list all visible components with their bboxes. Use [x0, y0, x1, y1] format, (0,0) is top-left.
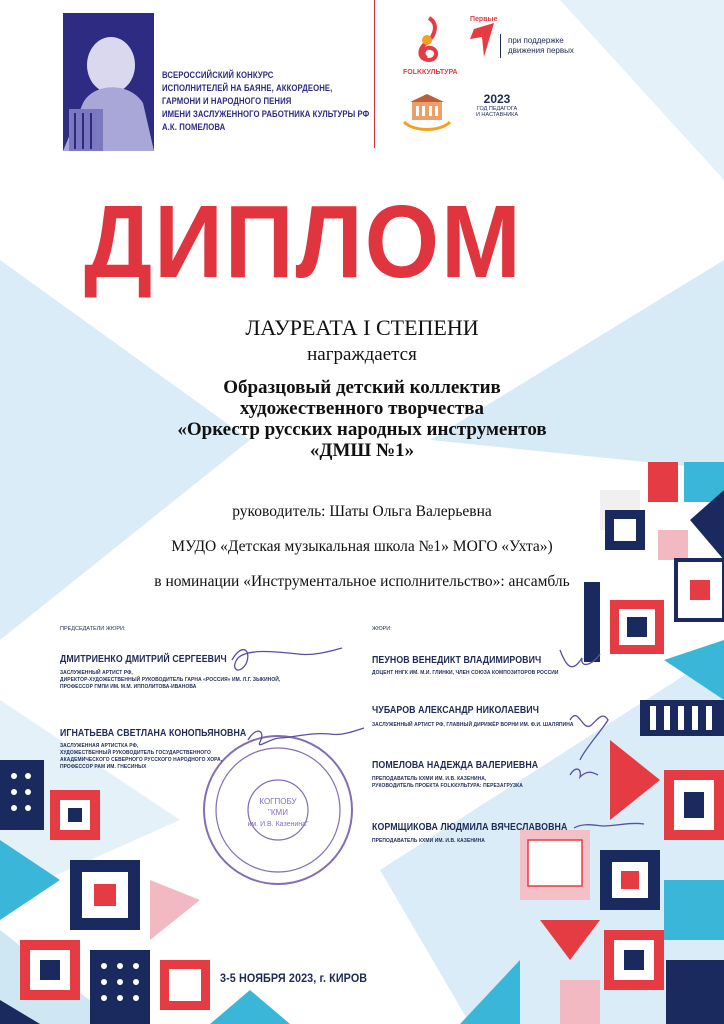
recipient-line-1: Образцовый детский коллектив: [223, 377, 501, 398]
contest-title: ВСЕРОССИЙСКИЙ КОНКУРС ИСПОЛНИТЕЛЕЙ НА БАЯНЕ, АККОРДЕОНЕ, ГАРМОНИ И НАРОДНОГО ПЕНИЯ ИМЕНИ ЗАСЛУЖЕННОГО РАБОТНИКА КУЛЬТУРЫ РФ А.К. ПОМЕЛОВА: [162, 70, 370, 132]
header-divider: [374, 0, 375, 148]
svg-text:им. И.В. Казенина": им. И.В. Казенина": [247, 821, 309, 828]
nomination-line: в номинации «Инструментальное исполнительство»: ансамбль: [154, 573, 570, 590]
jury-3-name: ПОМЕЛОВА НАДЕЖДА ВАЛЕРИЕВНА: [372, 760, 539, 771]
jury-4-title: ПРЕПОДАВАТЕЛЬ КХМИ ИМ. И.В. КАЗЕНИНА: [372, 838, 485, 844]
stamp: [204, 736, 352, 884]
accordion-player-portrait: [63, 13, 154, 151]
school-line: МУДО «Детская музыкальная школа №1» МОГО «Ухта»): [171, 538, 553, 555]
svg-text:КОГПОБУ: КОГПОБУ: [259, 797, 297, 806]
jury-label: ЖЮРИ:: [372, 626, 392, 632]
awarded-line: награждается: [307, 344, 417, 365]
chairs-label: ПРЕДСЕДАТЕЛИ ЖЮРИ:: [60, 626, 126, 632]
chair-2-title: ЗАСЛУЖЕННАЯ АРТИСТКА РФ, ХУДОЖЕСТВЕННЫЙ РУКОВОДИТЕЛЬ ГОСУДАРСТВЕННОГО АКАДЕМИЧЕСКОГО СЕВЕРНОГО РУССКОГО НАРОДНОГО ХОРА, ПРОФЕССОР РАМ ИМ. ГНЕСИНЫХ: [60, 743, 223, 770]
chair-2-name: ИГНАТЬЕВА СВЕТЛАНА КОНОПЬЯНОВНА: [60, 728, 247, 739]
pervye-label: Первые: [470, 16, 498, 23]
building-icon: [402, 92, 452, 136]
jury-2-title: ЗАСЛУЖЕННЫЙ АРТИСТ РФ, ГЛАВНЫЙ ДИРИЖЁР ВОРНИ ИМ. Ф.И. ШАЛЯПИНА: [372, 722, 574, 728]
support-text: при поддержке движения первых: [508, 36, 574, 55]
treble-clef-icon: [403, 14, 455, 64]
event-date-place: 3-5 НОЯБРЯ 2023, г. КИРОВ: [220, 971, 368, 985]
chair-1-name: ДМИТРИЕНКО ДМИТРИЙ СЕРГЕЕВИЧ: [60, 654, 227, 665]
chair-1-title: ЗАСЛУЖЕННЫЙ АРТИСТ РФ, ДИРЕКТОР-ХУДОЖЕСТВЕННЫЙ РУКОВОДИТЕЛЬ ГАРНА «РОССИЯ» ИМ. Л.Г. ЗЫКИНОЙ, ПРОФЕССОР ГМПИ ИМ. М.М. ИППОЛИТОВА-ИВАНОВА: [60, 670, 281, 690]
recipient-line-3: «Оркестр русских народных инструментов: [177, 419, 547, 440]
leader-line: руководитель: Шаты Ольга Валерьевна: [232, 503, 492, 520]
jury-1-title: ДОЦЕНТ ННГК ИМ. М.И. ГЛИНКИ, ЧЛЕН СОЮЗА КОМПОЗИТОРОВ РОССИИ: [372, 670, 559, 676]
diploma-title: ДИПЛОМ: [84, 184, 523, 299]
folkkultura-logo: [403, 14, 458, 76]
jury-3-title: ПРЕПОДАВАТЕЛЬ КХМИ ИМ. И.В. КАЗЕНИНА, РУКОВОДИТЕЛЬ ПРОЕКТА FOLKКУЛЬТУРА: ПЕРЕЗАГРУЗКА: [372, 776, 523, 789]
year-caption-1: ГОД ПЕДАГОГА: [476, 106, 518, 112]
svg-text:"КМИ: "КМИ: [268, 808, 288, 817]
recipient-line-4: «ДМШ №1»: [309, 440, 415, 461]
recipient-line-2: художественного творчества: [239, 398, 485, 419]
pervye-divider: [500, 34, 501, 58]
folkkultura-label: FOLKКУЛЬТУРА: [403, 69, 458, 76]
pervye-mark-icon: [470, 23, 496, 57]
year-teacher-logo: [472, 92, 522, 118]
pervye-logo: [470, 16, 497, 62]
jury-1-name: ПЕУНОВ ВЕНЕДИКТ ВЛАДИМИРОВИЧ: [372, 655, 542, 666]
college-logo: [402, 92, 452, 141]
year-caption-2: И НАСТАВНИКА: [475, 112, 519, 118]
degree-line: ЛАУРЕАТА I СТЕПЕНИ: [245, 315, 479, 340]
year-number: 2023: [483, 92, 511, 106]
jury-4-name: КОРМЩИКОВА ЛЮДМИЛА ВЯЧЕСЛАВОВНА: [372, 822, 568, 833]
portrait-illustration: [63, 13, 154, 151]
jury-2-name: ЧУБАРОВ АЛЕКСАНДР НИКОЛАЕВИЧ: [372, 705, 540, 716]
recipient-block: [0, 377, 724, 461]
